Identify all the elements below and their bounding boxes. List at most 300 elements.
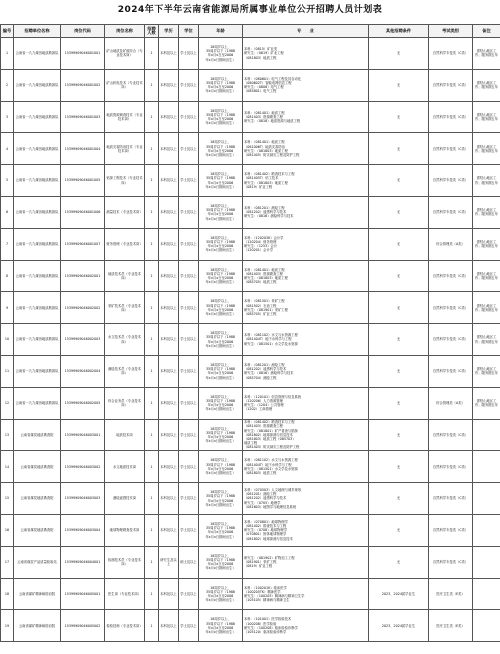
cell-note: 需驻山地区工作；服务期五年 [473,228,500,260]
cell-other: 无 [369,196,429,228]
cell-unit: 云南省煤炭产品质量检验站 [14,546,61,578]
table-row [1,228,500,260]
cell-major [243,133,369,165]
cell-major-line: 研究生：（0708）地球物理学 [244,528,288,533]
cell-age-line: 18周岁以上、 [210,44,231,49]
cell-other: 无 [369,133,429,165]
cell-age-line: 年x月x日期间出生） [205,375,236,380]
cell-age-line: 35周岁以下（1988 [205,208,236,213]
cell-major-line: （085705）矿业工程 [244,311,277,316]
cell-major-line: 研究生：（100208）临床检验诊断学 [244,625,298,630]
cell-age-line: 18周岁以上、 [210,521,231,526]
cell-major-line: （120201）会计学 [244,248,274,253]
cell-unit: 云南省一九九煤田地质勘探队 [14,387,61,419]
cell-exam: 医疗卫生类（E类） [429,610,473,642]
cell-edu: 本科及以上 [159,38,179,70]
header-col-code: 岗位代码 [61,25,105,38]
cell-num: 1 [145,578,159,610]
cell-age [199,451,243,483]
cell-degree: 学士及以上 [179,196,199,228]
cell-age-line: 18周岁以上、 [210,267,231,272]
cell-degree: 学士及以上 [179,514,199,546]
cell-major [243,69,369,101]
cell-major-line: 研究生：（081803）地质工程 [244,180,288,185]
header-col-post: 岗位名称 [105,25,145,38]
cell-other: 无 [369,514,429,546]
cell-age-line: 18周岁以上、 [210,426,231,431]
cell-exam: 自然科学专技类（C类） [429,292,473,324]
cell-age-line: 35周岁以下（1988 [205,430,236,435]
cell-other: 无 [369,324,429,356]
cell-age-line: 18周岁以上、 [210,203,231,208]
cell-age-line: 年x月x日至2006 [207,339,234,344]
cell-post: 财务管理（专业技术岗） [105,228,145,260]
cell-major-line: （100208）医学检验 [244,621,277,626]
cell-major-line: （081803）地质工程 [244,470,277,475]
table-row [1,451,500,483]
cell-age-line: 年x月x日期间出生） [205,311,236,316]
cell-note [473,483,500,515]
cell-age-line: 年x月x日期间出生） [205,248,236,253]
cell-code: 15399909046001006 [61,196,105,228]
cell-age-line: 18周岁以上、 [210,172,231,177]
cell-other: 无 [369,260,429,292]
cell-major-line: 研究生：（081901）采矿工程 [244,307,288,312]
cell-degree: 学士及以上 [179,324,199,356]
cell-age-line: 18周岁以上、 [210,299,231,304]
cell-edu: 本科及以上 [159,196,179,228]
header-col-other: 其他招聘条件 [369,25,429,38]
cell-age-line: 18周岁以上、 [210,235,231,240]
cell-major [243,260,369,292]
cell-other: 无 [369,292,429,324]
cell-age-line: 35周岁以下（1988 [205,398,236,403]
cell-unit: 云南省一九九煤田地质勘探队 [14,292,61,324]
cell-age-line: 18周岁以上、 [210,553,231,558]
cell-age-line: 18周岁以上、 [210,108,231,113]
cell-no: 5 [1,165,14,197]
cell-code: 15399909046001001 [61,38,105,70]
cell-age-line: 年x月x日期间出生） [205,534,236,539]
cell-other: 2023、2024届毕业生 [369,578,429,610]
cell-age [199,514,243,546]
cell-age-line: 35周岁以下（1988 [205,367,236,372]
cell-edu: 本科及以上 [159,165,179,197]
cell-age-line: 年x月x日至2006 [207,371,234,376]
cell-code: 15399909046001004 [61,133,105,165]
cell-age-line: 年x月x日至2006 [207,498,234,503]
table-row [1,483,500,515]
cell-major-line: （081404T）地下水科学与工程 [244,462,292,467]
cell-degree: 硕士及以上 [179,546,199,578]
cell-age [199,101,243,133]
cell-no: 3 [1,101,14,133]
cell-exam: 自然科学专技类（C类） [429,451,473,483]
cell-no: 2 [1,69,14,101]
table-row [1,578,500,610]
cell-edu: 本科及以上 [159,419,179,451]
cell-age-line: 18周岁以上、 [210,490,231,495]
cell-code: 15399909046002004 [61,355,105,387]
cell-note: 需驻山地区工作；服务期五年 [473,196,500,228]
cell-major-line: 本科：（081402）勘查技术与工程 [244,172,295,177]
cell-num: 1 [145,165,159,197]
cell-major-line: 本科：（081102）水文与水资源工程 [244,333,298,338]
cell-major-line: （081202）遥感科学与技术 [244,210,287,215]
cell-major-line: 研究生：（0816）测绘科学与技术 [244,371,294,376]
cell-no: 11 [1,355,14,387]
cell-major-line: 本科：（081401）地质工程 [244,140,285,145]
cell-major-line: 本科：（081401）地质工程 [244,110,285,115]
header-col-unit: 招聘单位名称 [14,25,61,38]
cell-no: 14 [1,451,14,483]
cell-post: 水文地质技术岗 [105,451,145,483]
cell-other: 无 [369,38,429,70]
cell-edu: 本科及以上 [159,387,179,419]
cell-note: 需驻山地区工作；服务期五年 [473,260,500,292]
cell-major-line: （085704）测绘工程 [244,375,277,380]
cell-major-line: 研究生：（081803）地质工程 [244,275,288,280]
cell-note: 需驻山地区工作；服务期五年 [473,355,500,387]
table-row [1,196,500,228]
cell-major-line: （120206）人力资源管理 [244,398,283,403]
cell-age-line: 年x月x日期间出生） [205,121,236,126]
cell-edu: 本科及以上 [159,101,179,133]
cell-age-line: 年x月x日至2006 [207,625,234,630]
cell-age-line: 18周岁以上、 [210,362,231,367]
table-row [1,355,500,387]
cell-age [199,38,243,70]
cell-age-line: 年x月x日期间出生） [205,216,236,221]
cell-age-line: 年x月x日期间出生） [205,89,236,94]
cell-exam: 自然科学专技类（C类） [429,324,473,356]
cell-post: 检测技术员（专业技术岗） [105,546,145,578]
cell-major-line: 本科：（081402）勘查技术与工程 [244,420,295,425]
cell-major-line: （085801）电气工程 [244,89,277,94]
cell-major-line: （081403）资源勘查工程 [244,424,283,429]
cell-major-line: （081502）石油工程 [244,303,277,308]
cell-major [243,38,369,70]
cell-major-line: 本科：（081501）采矿工程 [244,299,285,304]
header-col-exam: 考试类别 [429,25,473,38]
cell-degree: 学士及以上 [179,419,199,451]
cell-age-line: 35周岁以下（1988 [205,303,236,308]
cell-major-line: 本科：（081401）地质工程 [244,267,285,272]
cell-num: 1 [145,38,159,70]
cell-note [473,451,500,483]
cell-num: 1 [145,387,159,419]
cell-age [199,324,243,356]
cell-unit: 云南省煤炭地质勘查院 [14,483,61,515]
cell-post: 水文技术员（专业技术岗） [105,324,145,356]
cell-age-line: 18周岁以上、 [210,140,231,145]
cell-age [199,133,243,165]
cell-age-line: 35周岁以下（1988 [205,80,236,85]
cell-degree: 学士及以上 [179,578,199,610]
cell-age [199,69,243,101]
cell-major-line: 研究生：（081801）矿产普查与勘探 [244,428,298,433]
cell-age-line: 年x月x日期间出生） [205,629,236,634]
cell-unit: 云南省煤炭地质勘查院 [14,514,61,546]
cell-major-line: （080602T）智能电网信息工程 [244,80,292,85]
cell-other: 无 [369,165,429,197]
cell-age-line: 年x月x日期间出生） [205,343,236,348]
cell-age-line: 年x月x日至2006 [207,403,234,408]
cell-exam: 自然科学专技类（C类） [429,69,473,101]
cell-major-line: （081403）资源勘查工程 [244,271,283,276]
cell-note [473,578,500,610]
cell-major-line: （105105）精神病与精神卫生 [244,598,290,603]
cell-code: 15399909046002002 [61,292,105,324]
cell-no: 13 [1,419,14,451]
table-row [1,260,500,292]
cell-code: 15399909046001003 [61,101,105,133]
cell-age-line: 35周岁以下（1988 [205,494,236,499]
cell-no: 4 [1,133,14,165]
cell-age-line: 年x月x日至2006 [207,212,234,217]
cell-post: 检验技师（专业技术岗） [105,610,145,642]
cell-age-line: 年x月x日期间出生） [205,184,236,189]
cell-code: 15399909046005002 [61,610,105,642]
cell-major-line: 本科：（070503）人文地理与城乡规划 [244,488,302,493]
cell-age-line: 年x月x日至2006 [207,530,234,535]
cell-note: 需驻山地区工作；服务期五年 [473,69,500,101]
cell-major [243,483,369,515]
cell-unit: 云南省煤矿精神病防治院 [14,578,61,610]
cell-other: 无 [369,483,429,515]
cell-post: 矿山地质及矿政综合（专业技术岗） [105,38,145,70]
cell-degree: 学士及以上 [179,165,199,197]
cell-no: 6 [1,196,14,228]
cell-age-line: 35周岁以下（1988 [205,621,236,626]
cell-unit: 云南省煤矿精神病防治院 [14,610,61,642]
cell-note: 需驻山地区工作；服务期五年 [473,101,500,133]
cell-code: 15399909046003001 [61,419,105,451]
cell-exam: 自然科学专技类（C类） [429,196,473,228]
cell-degree: 学士及以上 [179,292,199,324]
cell-post: 地质技术岗 [105,419,145,451]
cell-age-line: 年x月x日期间出生） [205,502,236,507]
cell-other: 2023、2024届毕业生 [369,610,429,642]
cell-major-line: （081802）地球探测与信息技术 [244,536,293,541]
cell-major-line: 研究生：（081501）水文学及水资源 [244,466,298,471]
cell-degree: 学士及以上 [179,610,199,642]
cell-num: 1 [145,324,159,356]
cell-major-line: 本科：（120101）信息管理与信息系统 [244,394,302,399]
cell-other: 无 [369,355,429,387]
cell-major [243,514,369,546]
cell-exam: 自然科学专技类（C类） [429,38,473,70]
cell-age [199,260,243,292]
cell-edu: 本科及以上 [159,483,179,515]
header-col-degree: 学位 [179,25,199,38]
cell-major [243,387,369,419]
cell-degree: 学士及以上 [179,228,199,260]
cell-major-line: （0819）矿业工程 [244,184,273,189]
cell-major-line: （1202）工商管理 [244,407,273,412]
cell-no: 18 [1,578,14,610]
cell-unit: 云南省一九九煤田地质勘探队 [14,38,61,70]
cell-unit: 云南省一九九煤田地质勘探队 [14,165,61,197]
header-col-num: 招聘人数 [145,25,159,38]
cell-code: 15399909046003003 [61,483,105,515]
cell-num: 1 [145,355,159,387]
cell-age [199,292,243,324]
cell-note [473,610,500,642]
cell-no: 16 [1,514,14,546]
cell-age [199,483,243,515]
cell-age-line: 年x月x日期间出生） [205,439,236,444]
cell-major-line: 研究生：（1253）会计 [244,244,278,249]
cell-major-line: 研究生：（0816）测绘科学与技术 [244,214,294,219]
cell-other: 无 [369,419,429,451]
cell-edu: 本科及以上 [159,355,179,387]
table-row [1,610,500,642]
cell-code: 15399909046004001 [61,546,105,578]
cell-post: 医生岗（专业技术岗） [105,578,145,610]
cell-age-line: 年x月x日期间出生） [205,57,236,62]
cell-major-line: （0819）矿业工程 [244,564,273,569]
cell-major-line: 研究生：（081902）矿物加工工程 [244,555,295,560]
cell-code: 15399909046001007 [61,228,105,260]
cell-major-line: （081006T）地质灾害防治 [244,144,285,149]
cell-num: 1 [145,101,159,133]
table-row [1,101,500,133]
table-row [1,514,500,546]
cell-num: 1 [145,260,159,292]
cell-age-line: 35周岁以下（1988 [205,462,236,467]
cell-num: 1 [145,419,159,451]
cell-note: 需驻山地区工作；服务期五年 [473,292,500,324]
cell-major-line: 本科：（080601）电气工程及其自动化 [244,76,302,81]
cell-major-line: （085705）地质工程 [244,280,277,285]
cell-note: 需驻山地区工作；服务期五年 [473,324,500,356]
cell-major-line: 本科：（120203K）会计学 [244,235,284,240]
cell-major-line: （105120）临床检验诊断学 [244,629,287,634]
cell-age-line: 年x月x日至2006 [207,180,234,185]
cell-major-line: （070801）固体地球物理学 [244,532,287,537]
cell-age-line: 35周岁以下（1988 [205,144,236,149]
cell-unit: 云南省一九九煤田地质勘探队 [14,101,61,133]
cell-age-line: 年x月x日期间出生） [205,407,236,412]
table-header-row [1,25,500,38]
cell-note: 需驻山地区工作；服务期五年 [473,165,500,197]
cell-degree: 学士及以上 [179,38,199,70]
cell-age-line: 年x月x日期间出生） [205,566,236,571]
cell-edu: 本科及以上 [159,228,179,260]
cell-no: 17 [1,546,14,578]
cell-major [243,196,369,228]
cell-degree: 学士及以上 [179,387,199,419]
cell-major-line: 研究生：（081501）水文学及水资源 [244,341,298,346]
cell-post: 地球物理勘查技术岗 [105,514,145,546]
cell-edu: 本科及以上 [159,578,179,610]
cell-no: 15 [1,483,14,515]
cell-age-line: 18周岁以上、 [210,458,231,463]
cell-major-line: （081802）地球探测与信息技术 [244,432,293,437]
table-row [1,419,500,451]
cell-no: 8 [1,260,14,292]
cell-major [243,578,369,610]
cell-unit: 云南省一九九煤田地质勘探队 [14,324,61,356]
cell-age [199,387,243,419]
cell-age [199,196,243,228]
cell-age-line: 年x月x日至2006 [207,466,234,471]
cell-other: 无 [369,451,429,483]
cell-major-line: 本科：（070801）地球物理学 [244,519,288,524]
cell-major [243,324,369,356]
cell-major-line: （081901）采矿工程 [244,560,277,565]
cell-unit: 云南省一九九煤田地质勘探队 [14,133,61,165]
cell-age [199,546,243,578]
cell-code: 15399909046001005 [61,165,105,197]
cell-no: 10 [1,324,14,356]
cell-exam: 医疗卫生类（E类） [429,578,473,610]
cell-age-line: 年x月x日期间出生） [205,470,236,475]
cell-other: 无 [369,101,429,133]
table-row [1,324,500,356]
cell-age-line: 35周岁以下（1988 [205,557,236,562]
cell-age-line: 35周岁以下（1988 [205,271,236,276]
cell-post: 采矿技术员（专业技术岗） [105,292,145,324]
cell-exam: 自然科学专技类（C类） [429,355,473,387]
cell-post: 地质技术员（专业技术岗） [105,260,145,292]
cell-major [243,228,369,260]
cell-num: 1 [145,451,159,483]
cell-note: 需驻山地区工作；服务期五年 [473,133,500,165]
cell-code: 15399909046002001 [61,260,105,292]
cell-major-line: （081405）防灾减灾工程及防护工程 [244,152,300,157]
cell-note: 需驻山地区工作；服务期五年 [473,38,500,70]
cell-age-line: 年x月x日至2006 [207,434,234,439]
cell-major-line: （100205TK）精神医学 [244,589,281,594]
cell-age [199,228,243,260]
cell-num: 1 [145,546,159,578]
cell-no: 1 [1,38,14,70]
cell-num: 1 [145,196,159,228]
cell-unit: 云南省一九九煤田地质勘探队 [14,69,61,101]
cell-code: 15399909046003002 [61,451,105,483]
cell-exam: 自然科学专技类（C类） [429,165,473,197]
cell-age-line: 年x月x日至2006 [207,148,234,153]
cell-major-line: （081603）地图学与地理信息系统 [244,504,297,509]
cell-no: 19 [1,610,14,642]
cell-note [473,514,500,546]
cell-age-line: 35周岁以下（1988 [205,176,236,181]
cell-age-line: 年x月x日至2006 [207,53,234,58]
cell-code: 15399909046003004 [61,514,105,546]
cell-major-line: 地质工程 [244,441,258,446]
table-row [1,165,500,197]
cell-unit: 云南省一九九煤田地质勘探队 [14,260,61,292]
cell-major-line: （081404T）地下水科学与工程 [244,337,292,342]
cell-post: 综合业务员（专业技术岗） [105,387,145,419]
cell-age-line: 18周岁以上、 [210,617,231,622]
cell-edu: 本科及以上 [159,451,179,483]
cell-code: 15399909046005001 [61,578,105,610]
cell-degree: 学士及以上 [179,451,199,483]
table-row [1,387,500,419]
cell-post: 测绘遥感技术岗 [105,483,145,515]
cell-num: 1 [145,514,159,546]
cell-post: 测量技术（专业技术岗） [105,196,145,228]
cell-age-line: 35周岁以下（1988 [205,589,236,594]
cell-major-line: （081803）地质工程（085703） [244,437,296,442]
cell-major [243,165,369,197]
header-col-no: 编号 [1,25,14,38]
cell-degree: 学士及以上 [179,355,199,387]
table-row [1,133,500,165]
